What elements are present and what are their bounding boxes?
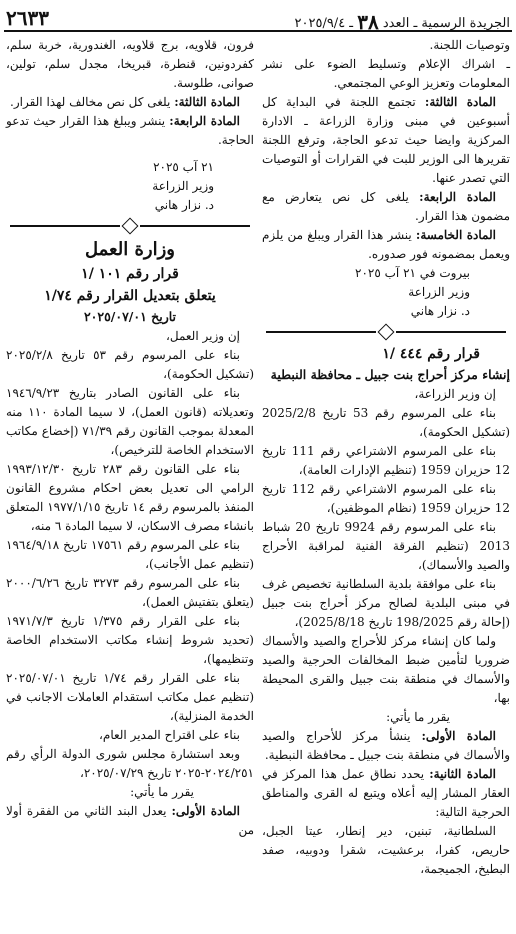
page-header (6, 6, 510, 34)
village-list: السلطانية، تبنين، دير إنطار، عيتا الجبل، حاريص، كفرا، برعشيت، شقرا ودوبيه، صفد البطيخ، الجميجمة، (262, 824, 510, 876)
left-column (6, 36, 254, 840)
section-divider (262, 321, 510, 343)
preamble-line: بناء على القرار رقم ١/٣٧٥ تاريخ ١٩٧١/٧/٣ (تحديد شروط إنشاء مكاتب الاستخدام الخاصة وتنظيمها)، (6, 614, 254, 666)
article-text: ينشر هذا القرار ويبلغ من يلزم ويعمل بمضمونه فور صدوره. (262, 228, 510, 261)
article-text: يلغى كل نص يتعارض مع مضمون هذا القرار. (262, 190, 510, 223)
article-text: تجتمع اللجنة في البداية كل أسبوعين في مبنى وزارة الزراعة ـ الادارة المركزية وايضا حيث تدعو الحاجة، وترفع اللجنة تقريرها الى الوزير للبت في القرارات أو التوصيات التي تصدر عنها. (262, 95, 510, 185)
preamble-line: ولما كان إنشاء مركز للأحراج والصيد والأسماك ضروريا لتأمين ضبط المخالفات الحرجية والصيد والأسماك في منطقة بنت جبيل والقرى المحيطة بها، (262, 634, 510, 705)
decision-subject: إنشاء مركز أحراج بنت جبيل ـ محافظة النبطية (270, 367, 510, 382)
preamble-line: بناء على موافقة بلدية السلطانية تخصيص غرف في مبنى البلدية لصالح مركز أحراج بنت جبيل (إحالة رقم 198/2025 تاريخ 2025/8/18)، (262, 577, 510, 629)
article-label: المادة الأولى: (171, 804, 241, 818)
article-label: المادة الأولى: (421, 729, 496, 743)
signature-ministry: وزير الزراعة (152, 179, 214, 193)
preamble-line: بناء على المرسوم رقم ٣٢٧٣ تاريخ ٢٠٠٠/٦/٢٦ (يتعلق بتفتيش العمل)، (6, 576, 254, 609)
signature-date: ٢١ آب ٢٠٢٥ (153, 160, 214, 174)
article-label: المادة الرابعة: (169, 114, 240, 128)
journal-name: الجريدة الرسمية ـ العدد (382, 16, 510, 31)
preamble-line: وبعد استشارة مجلس شورى الدولة الرأي رقم ٢٠٢٤/٢٥١-٢٠٢٥ تاريخ ٢٠٢٥/٠٧/٢٩، (6, 747, 254, 780)
village-list-continued: فرون، قلاويه، برج قلاويه، الغندورية، خربة سلم، كفردونين، قنطرة، قبريخا، مجدل سلم، تولين، صوانى، طلوسة. (6, 38, 254, 90)
preamble-line: بناء على القرار رقم ١/٧٤ تاريخ ٢٠٢٥/٠٧/٠١ (تنظيم عمل مكاتب استقدام العاملات الاجانب في الخدمة المنزلية)، (6, 671, 254, 723)
article-text: ينشر ويبلغ هذا القرار حيث تدعو الحاجة. (6, 114, 254, 147)
preamble-line: بناء على اقتراح المدير العام، (99, 728, 240, 742)
preamble-line: بناء على القانون الصادر بتاريخ ١٩٤٦/٩/٢٣ وتعديلاته (قانون العمل)، لا سيما المادة ١١٠ منه المعدلة بموجب القانون رقم ٧١/٣٩ (إخضاع مكاتب الاستخدام الخاصة للترخيص)، (6, 386, 255, 457)
signature-ministry: وزير الزراعة (408, 285, 470, 299)
right-column (262, 36, 510, 879)
article-label: المادة الثالثة: (174, 95, 240, 109)
decision-title: قرار رقم ٤٤٤ /١ (382, 346, 480, 362)
preamble-line: بناء على المرسوم رقم ٥٣ تاريخ ٢٠٢٥/٢/٨ (تشكيل الحكومة)، (6, 348, 254, 381)
decision-title: قرار رقم ١٠١ /١ (81, 266, 179, 282)
article-text: يعدل البند الثاني من الفقرة أولا من (6, 804, 254, 837)
ministry-heading: وزارة العمل (85, 239, 175, 260)
article-1 (6, 802, 254, 840)
article-2 (262, 765, 510, 822)
signature-name: د. نزار هاني (154, 198, 214, 212)
page-number: ٢٦٣٣ (6, 6, 49, 30)
article-label: المادة الخامسة: (415, 228, 496, 242)
issue-date: ـ ٢٠٢٥/٩/٤ (294, 16, 354, 31)
article-label: المادة الثالثة: (424, 95, 496, 109)
preamble-line: إن وزير العمل، (165, 329, 240, 343)
article-text: ينشأ مركز للأحراج والصيد والأسماك في منطقة بنت جبيل ـ محافظة النبطية. (262, 729, 510, 762)
decides-line: يقرر ما يأتي: (386, 710, 450, 724)
article-label: المادة الرابعة: (419, 190, 496, 204)
article-label: المادة الثانية: (429, 767, 496, 781)
issue-number: ٣٨ (357, 10, 379, 34)
preamble-line: بناء على المرسوم رقم 9924 تاريخ 20 شباط 2013 (تنظيم الفرقة الفنية لمراقبة الأحراج والصيد والأسماك)، (262, 520, 510, 572)
article-1 (262, 727, 510, 765)
paragraph: وتوصيات اللجنة. (429, 38, 510, 52)
preamble-line: بناء على المرسوم الاشتراعي رقم 112 تاريخ 12 حزيران 1959 (نظام الموظفين)، (262, 482, 510, 515)
preamble-line: بناء على المرسوم رقم 53 تاريخ 2025/2/8 (تشكيل الحكومة)، (262, 406, 510, 439)
article-3 (262, 93, 510, 188)
preamble-line: إن وزير الزراعة، (414, 387, 496, 401)
article-4 (6, 112, 254, 150)
preamble-line: بناء على القانون رقم ٢٨٣ تاريخ ١٩٩٣/١٢/٣٠ الرامي الى تعديل بعض احكام مشروع القانون المنفذ بالمرسوم رقم ١٤ تاريخ ١٩٧٧/١/١٥ المتعلق بانشاء مصرف الاسكان، لا سيما المادة ٦ منه، (6, 462, 254, 533)
decision-date: تاريخ ٢٠٢٥/٠٧/٠١ (83, 309, 177, 324)
signature-date: بيروت في ٢١ آب ٢٠٢٥ (355, 266, 470, 280)
article-5 (262, 226, 510, 264)
preamble-line: بناء على المرسوم الاشتراعي رقم 111 تاريخ 12 حزيران 1959 (تنظيم الإدارات العامة)، (262, 444, 510, 477)
article-3 (6, 93, 254, 112)
paragraph: ـ اشراك الإعلام وتسليط الضوء على نشر المعلومات وتعزيز الوعي المجتمعي. (262, 57, 510, 90)
decides-line: يقرر ما يأتي: (130, 785, 194, 799)
preamble-line: بناء على المرسوم رقم ١٧٥٦١ تاريخ ١٩٦٤/٩/١٨ (تنظيم عمل الأجانب)، (6, 538, 254, 571)
decision-subject: يتعلق بتعديل القرار رقم ١/٧٤ (44, 288, 216, 304)
article-4 (262, 188, 510, 226)
signature-name: د. نزار هاني (410, 304, 470, 318)
article-text: يحدد نطاق عمل هذا المركز في العقار المشار إليه أعلاه ويتبع له القرى والمناطق الحرجية التالية: (262, 767, 510, 819)
article-text: يلغى كل نص مخالف لهذا القرار. (10, 95, 175, 109)
section-divider (6, 215, 254, 237)
header-rule (4, 30, 512, 32)
